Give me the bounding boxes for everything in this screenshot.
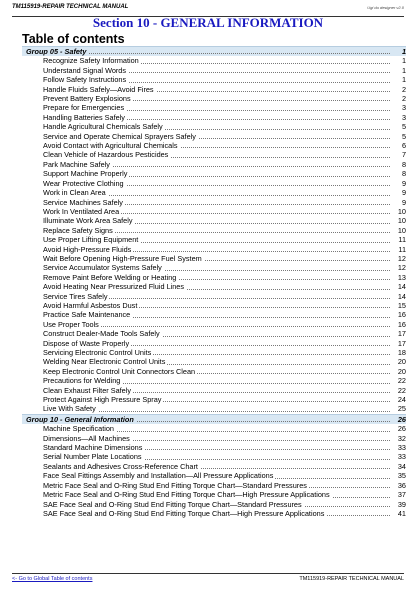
toc-page-number: 5 — [390, 132, 406, 141]
toc-entry[interactable] — [22, 471, 406, 480]
toc-entry[interactable] — [22, 329, 406, 338]
toc-entry[interactable] — [22, 85, 406, 94]
toc-entry-title: Service Tires Safely — [43, 291, 108, 301]
toc-entry[interactable] — [22, 56, 406, 65]
toc-entry-title: Construct Dealer-Made Tools Safely — [43, 329, 160, 339]
toc-entry-title: Wear Protective Clothing — [43, 178, 124, 188]
toc-page-number: 9 — [390, 198, 406, 207]
toc-page-number: 26 — [390, 424, 406, 433]
toc-entry-title: Handle Agricultural Chemicals Safely — [43, 122, 163, 132]
toc-entry-title: Use Proper Tools — [43, 319, 99, 329]
toc-entry[interactable] — [22, 207, 406, 216]
toc-entry-title: Recognize Safety Information — [43, 56, 139, 66]
toc-entry-title: Live With Safety — [43, 404, 96, 414]
toc-page-number: 16 — [390, 320, 406, 329]
toc-group-heading[interactable] — [22, 46, 406, 56]
toc-entry-title: Practice Safe Maintenance — [43, 310, 131, 320]
toc-page-number: 41 — [390, 509, 406, 518]
toc-entry[interactable] — [22, 348, 406, 357]
toc-page-number: 24 — [390, 395, 406, 404]
toc-entry[interactable] — [22, 66, 406, 75]
toc-entry-title: Illuminate Work Area Safely — [43, 216, 133, 226]
toc-page-number: 8 — [390, 160, 406, 169]
toc-entry[interactable] — [22, 404, 406, 413]
toc-page-number: 34 — [390, 462, 406, 471]
toc-page-number: 3 — [390, 113, 406, 122]
toc-page-number: 12 — [390, 263, 406, 272]
toc-entry-title: Machine Specification — [43, 424, 114, 434]
toc-page-number: 20 — [390, 357, 406, 366]
toc-entry-title: Wait Before Opening High-Pressure Fuel System — [43, 253, 202, 263]
toc-page-number: 33 — [390, 452, 406, 461]
toc-entry[interactable] — [22, 179, 406, 188]
toc-page-number: 17 — [390, 329, 406, 338]
toc-page-number: 11 — [390, 245, 406, 254]
toc-entry[interactable] — [22, 282, 406, 291]
toc-page-number: 10 — [390, 226, 406, 235]
toc-page-number: 32 — [390, 434, 406, 443]
toc-entry-title: Sealants and Adhesives Cross-Reference Chart — [43, 461, 198, 471]
toc-entry-title: Precautions for Welding — [43, 376, 121, 386]
toc-page-number: 11 — [390, 235, 406, 244]
toc-entry[interactable] — [22, 509, 406, 518]
toc-entry-title: Handling Batteries Safely — [43, 112, 125, 122]
toc-entry[interactable] — [22, 500, 406, 509]
toc-page-number: 26 — [390, 415, 406, 424]
toc-page-number: 10 — [390, 216, 406, 225]
toc-page-number: 9 — [390, 188, 406, 197]
toc-group-title: Group 10 - General Information — [26, 414, 134, 424]
toc-page-number: 14 — [390, 292, 406, 301]
toc-entry[interactable] — [22, 188, 406, 197]
toc-page-number: 25 — [390, 404, 406, 413]
footer-manual-id: TM115919-REPAIR TECHNICAL MANUAL — [299, 576, 404, 582]
toc-page-number: 7 — [390, 150, 406, 159]
toc-entry-title: Avoid High-Pressure Fluids — [43, 244, 132, 254]
toc-entry-title: Metric Face Seal and O-Ring Stud End Fitting Torque Chart—High Pressure Applications — [43, 490, 330, 500]
toc-entry-title: Welding Near Electronic Control Units — [43, 357, 166, 367]
toc-entry-title: Clean Exhaust Filter Safely — [43, 385, 132, 395]
toc-entry-title: Service Accumulator Systems Safely — [43, 263, 162, 273]
toc-page-number: 35 — [390, 471, 406, 480]
toc-entry-title: Use Proper Lifting Equipment — [43, 235, 139, 245]
toc-entry[interactable] — [22, 245, 406, 254]
toc-entry-title: Prevent Battery Explosions — [43, 94, 131, 104]
toc-entry[interactable] — [22, 462, 406, 471]
toc-entry-title: SAE Face Seal and O-Ring Stud End Fitting Torque Chart—Standard Pressures — [43, 499, 302, 509]
toc-entry[interactable] — [22, 216, 406, 225]
toc-entry-title: SAE Face Seal and O-Ring Stud End Fitting Torque Chart—High Pressure Applications — [43, 508, 325, 518]
toc-page-number: 22 — [390, 386, 406, 395]
toc-entry[interactable] — [22, 132, 406, 141]
toc-page-number: 14 — [390, 282, 406, 291]
toc-page-number: 2 — [390, 85, 406, 94]
toc-page-number: 39 — [390, 500, 406, 509]
toc-entry[interactable] — [22, 292, 406, 301]
toc-entry[interactable] — [22, 357, 406, 366]
toc-entry[interactable] — [22, 424, 406, 433]
toc-entry-title: Dimensions—All Machines — [43, 433, 130, 443]
toc-page-number: 1 — [390, 75, 406, 84]
toc-entry-title: Dispose of Waste Properly — [43, 338, 130, 348]
toc-entry[interactable] — [22, 320, 406, 329]
toc-page-number: 37 — [390, 490, 406, 499]
toc-entry-title: Work in Clean Area — [43, 188, 106, 198]
toc-entry[interactable] — [22, 490, 406, 499]
toc-group-title: Group 05 - Safety — [26, 47, 87, 56]
toc-page-number: 6 — [390, 141, 406, 150]
designer-note: Ugi du designer v2.0 — [367, 5, 404, 10]
toc-entry[interactable] — [22, 150, 406, 159]
toc-entry[interactable] — [22, 122, 406, 131]
toc-page-number: 33 — [390, 443, 406, 452]
toc-entry-title: Serial Number Plate Locations — [43, 452, 142, 462]
table-of-contents — [22, 46, 406, 518]
manual-id: TM115919-REPAIR TECHNICAL MANUAL — [12, 4, 129, 10]
toc-page-number: 10 — [390, 207, 406, 216]
toc-entry[interactable] — [22, 103, 406, 112]
toc-page-number: 8 — [390, 169, 406, 178]
toc-entry[interactable] — [22, 160, 406, 169]
toc-entry[interactable] — [22, 198, 406, 207]
toc-page-number: 2 — [390, 94, 406, 103]
toc-entry-title: Protect Against High Pressure Spray — [43, 395, 162, 405]
toc-page-number: 18 — [390, 348, 406, 357]
toc-page-number: 5 — [390, 122, 406, 131]
toc-entry[interactable] — [22, 339, 406, 348]
page-footer — [12, 573, 404, 586]
toc-page-number: 12 — [390, 254, 406, 263]
toc-page-number: 13 — [390, 273, 406, 282]
section-title: Section 10 - GENERAL INFORMATION — [92, 15, 324, 30]
toc-entry[interactable] — [22, 301, 406, 310]
toc-entry[interactable] — [22, 75, 406, 84]
toc-entry[interactable] — [22, 452, 406, 461]
toc-entry-title: Servicing Electronic Control Units — [43, 348, 152, 357]
toc-entry-title: Clean Vehicle of Hazardous Pesticides — [43, 150, 169, 160]
toc-entry-title: Avoid Harmful Asbestos Dust — [43, 300, 138, 310]
toc-entry-title: Remove Paint Before Welding or Heating — [43, 272, 177, 282]
toc-entry-title: Avoid Contact with Agricultural Chemicals — [43, 141, 178, 151]
toc-entry[interactable] — [22, 434, 406, 443]
toc-entry[interactable] — [22, 273, 406, 282]
toc-page-number: 22 — [390, 376, 406, 385]
toc-entry-title: Metric Face Seal and O-Ring Stud End Fitting Torque Chart—Standard Pressures — [43, 480, 307, 490]
toc-entry-title: Work In Ventilated Area — [43, 206, 120, 216]
toc-entry[interactable] — [22, 254, 406, 263]
toc-entry[interactable] — [22, 235, 406, 244]
toc-page-number: 17 — [390, 339, 406, 348]
toc-page-number: 3 — [390, 103, 406, 112]
toc-entry-title: Standard Machine Dimensions — [43, 443, 143, 453]
toc-heading: Table of contents — [22, 32, 125, 46]
toc-entry[interactable] — [22, 376, 406, 385]
toc-group-heading[interactable] — [22, 414, 406, 424]
toc-page-number: 9 — [390, 179, 406, 188]
toc-entry-title: Follow Safety Instructions — [43, 75, 127, 85]
toc-entry[interactable] — [22, 481, 406, 490]
toc-entry[interactable] — [22, 169, 406, 178]
toc-entry-title: Keep Electronic Control Unit Connectors Clean — [43, 366, 196, 376]
toc-page-number: 36 — [390, 481, 406, 490]
toc-entry-title: Support Machine Properly — [43, 169, 128, 179]
toc-entry-title: Understand Signal Words — [43, 65, 127, 75]
toc-entry[interactable] — [22, 386, 406, 395]
toc-entry[interactable] — [22, 310, 406, 319]
toc-page-number: 16 — [390, 310, 406, 319]
toc-entry[interactable] — [22, 226, 406, 235]
toc-entry[interactable] — [22, 263, 406, 272]
toc-page-number: 20 — [390, 367, 406, 376]
global-toc-link[interactable]: <- Go to Global Table of contents — [12, 576, 93, 582]
toc-page-number: 1 — [390, 47, 406, 56]
toc-entry-title: Avoid Heating Near Pressurized Fluid Lines — [43, 282, 185, 292]
toc-entry-title: Service Machines Safely — [43, 197, 123, 207]
toc-page-number: 15 — [390, 301, 406, 310]
toc-entry[interactable] — [22, 113, 406, 122]
toc-entry-title: Prepare for Emergencies — [43, 103, 125, 113]
toc-entry-title: Face Seal Fittings Assembly and Installation—All Pressure Applications — [43, 471, 274, 481]
toc-entry-title: Replace Safety Signs — [43, 225, 113, 235]
toc-page-number: 1 — [390, 56, 406, 65]
toc-entry-title: Park Machine Safely — [43, 159, 110, 169]
toc-page-number: 1 — [390, 66, 406, 75]
toc-entry-title: Handle Fluids Safely—Avoid Fires — [43, 84, 154, 94]
toc-entry[interactable] — [22, 367, 406, 376]
toc-entry-title: Service and Operate Chemical Sprayers Safely — [43, 131, 196, 141]
